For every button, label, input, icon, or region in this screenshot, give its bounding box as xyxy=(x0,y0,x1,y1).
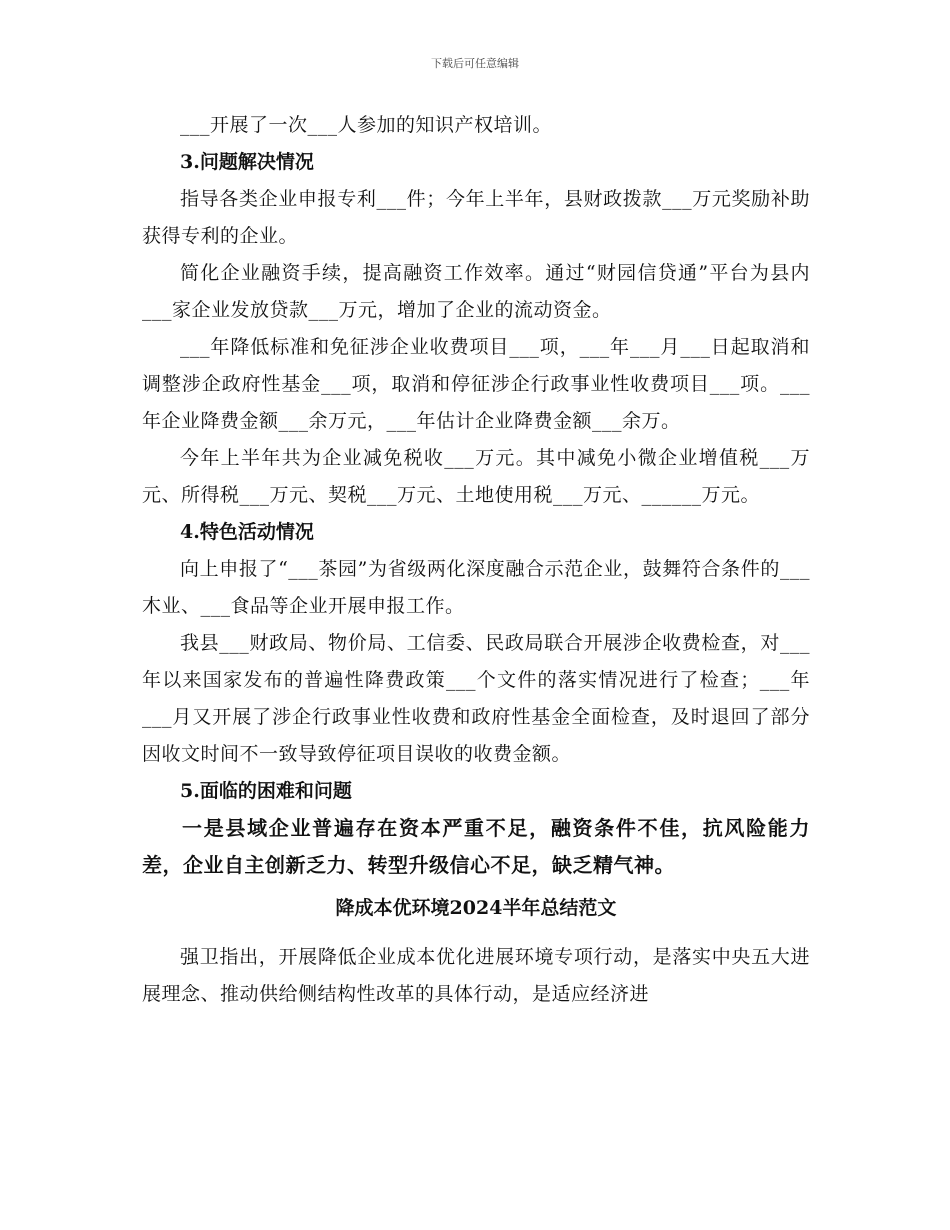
section-heading-4: 4.特色活动情况 xyxy=(180,521,314,543)
paragraph-training: ___开展了一次___人参加的知识产权培训。 xyxy=(180,114,553,136)
document-title: 降成本优环境2024半年总结范文 xyxy=(335,897,617,919)
paragraph-tax: 今年上半年共为企业减免税收___万元。其中减免小微企业增值税___万元、所得税___万元、契税___万元、土地使用税___万元、______万元。 xyxy=(142,447,810,506)
paragraph-fees: ___年降低标准和免征涉企业收费项目___项，___年___月___日起取消和调整涉企政府性基金___项，取消和停征涉企行政事业性收费项目___项。___年企业降费金额___余万元，___年估计企业降费金额___余万。 xyxy=(142,336,810,432)
paragraph-demonstration: 向上申报了“___茶园”为省级两化深度融合示范企业，鼓舞符合条件的___木业、___食品等企业开展申报工作。 xyxy=(142,558,810,617)
paragraph-intro: 强卫指出，开展降低企业成本优化进展环境专项行动，是落实中央五大进展理念、推动供给侧结构性改革的具体行动，是适应经济进 xyxy=(142,946,810,1005)
section-heading-3: 3.问题解决情况 xyxy=(180,151,314,173)
section-heading-5: 5.面临的困难和问题 xyxy=(180,780,352,802)
paragraph-difficulties: 一是县域企业普遍存在资本严重不足，融资条件不佳，抗风险能力差，企业自主创新乏力、转型升级信心不足，缺乏精气神。 xyxy=(142,816,810,877)
paragraph-financing: 简化企业融资手续，提高融资工作效率。通过“财园信贷通”平台为县内___家企业发放贷款___万元，增加了企业的流动资金。 xyxy=(142,262,810,321)
paragraph-patents: 指导各类企业申报专利___件；今年上半年，县财政拨款___万元奖励补助获得专利的企业。 xyxy=(142,188,810,247)
document-body xyxy=(142,107,810,1013)
page-header: 下载后可任意编辑 xyxy=(431,57,519,70)
paragraph-inspection: 我县___财政局、物价局、工信委、民政局联合开展涉企收费检查，对___年以来国家发布的普遍性降费政策___个文件的落实情况进行了检查；___年___月又开展了涉企行政事业性收费和政府性基金全面检查，及时退回了部分因收文时间不一致导致停征项目误收的收费金额。 xyxy=(142,632,810,765)
